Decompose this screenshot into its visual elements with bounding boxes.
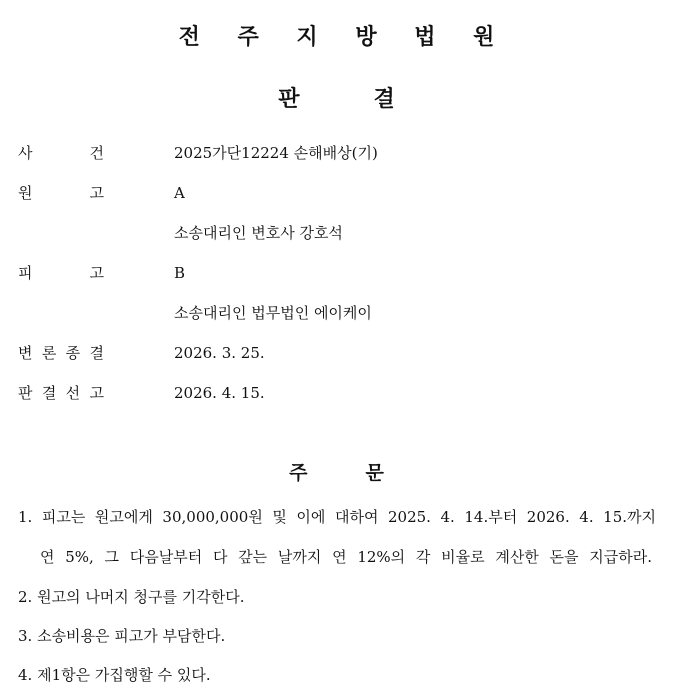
document-type-char: 판 [278,87,300,112]
closing-argument-date: 2026. 3. 25. [174,344,265,362]
judgment-date-row [0,381,673,405]
order-item-4: 4. 제1항은 가집행할 수 있다. [18,666,211,684]
closing-argument-label: 변 론 종 결 [18,344,104,362]
judgment-date-label: 판 결 선 고 [18,384,104,402]
defendant-label: 피 고 [18,264,104,282]
defendant-value: B [174,264,186,282]
plaintiff-counsel-row [0,221,673,245]
plaintiff-label: 원 고 [18,184,104,202]
defendant-counsel-value: 소송대리인 법무법인 에이케이 [174,304,372,322]
judgment-date-value: 2026. 4. 15. [174,384,265,402]
defendant-row [0,261,673,285]
order-item-1-continued: 연 5%, 그 다음날부터 다 갚는 날까지 연 12%의 각 비율로 계산한 돈을 지급하라. [40,548,652,566]
plaintiff-row [0,181,673,205]
closing-argument-row [0,341,673,365]
plaintiff-value: A [174,184,185,202]
case-number-row [0,141,673,165]
order-item-1: 1. 피고는 원고에게 30,000,000원 및 이에 대하여 2025. 4. 14.부터 2026. 4. 15.까지 [18,508,656,526]
document-type-char: 결 [373,87,395,112]
plaintiff-counsel-value: 소송대리인 변호사 강호석 [174,224,343,242]
case-number-value: 2025가단12224 손해배상(기) [174,144,378,162]
order-item-2: 2. 원고의 나머지 청구를 기각한다. [18,588,245,606]
court-name: 전 주 지 방 법 원 [178,25,510,50]
defendant-counsel-row [0,301,673,325]
order-item-3: 3. 소송비용은 피고가 부담한다. [18,627,226,645]
document-type-title [0,82,673,113]
case-label: 사 건 [18,144,104,162]
order-heading: 주 문 [289,462,384,484]
